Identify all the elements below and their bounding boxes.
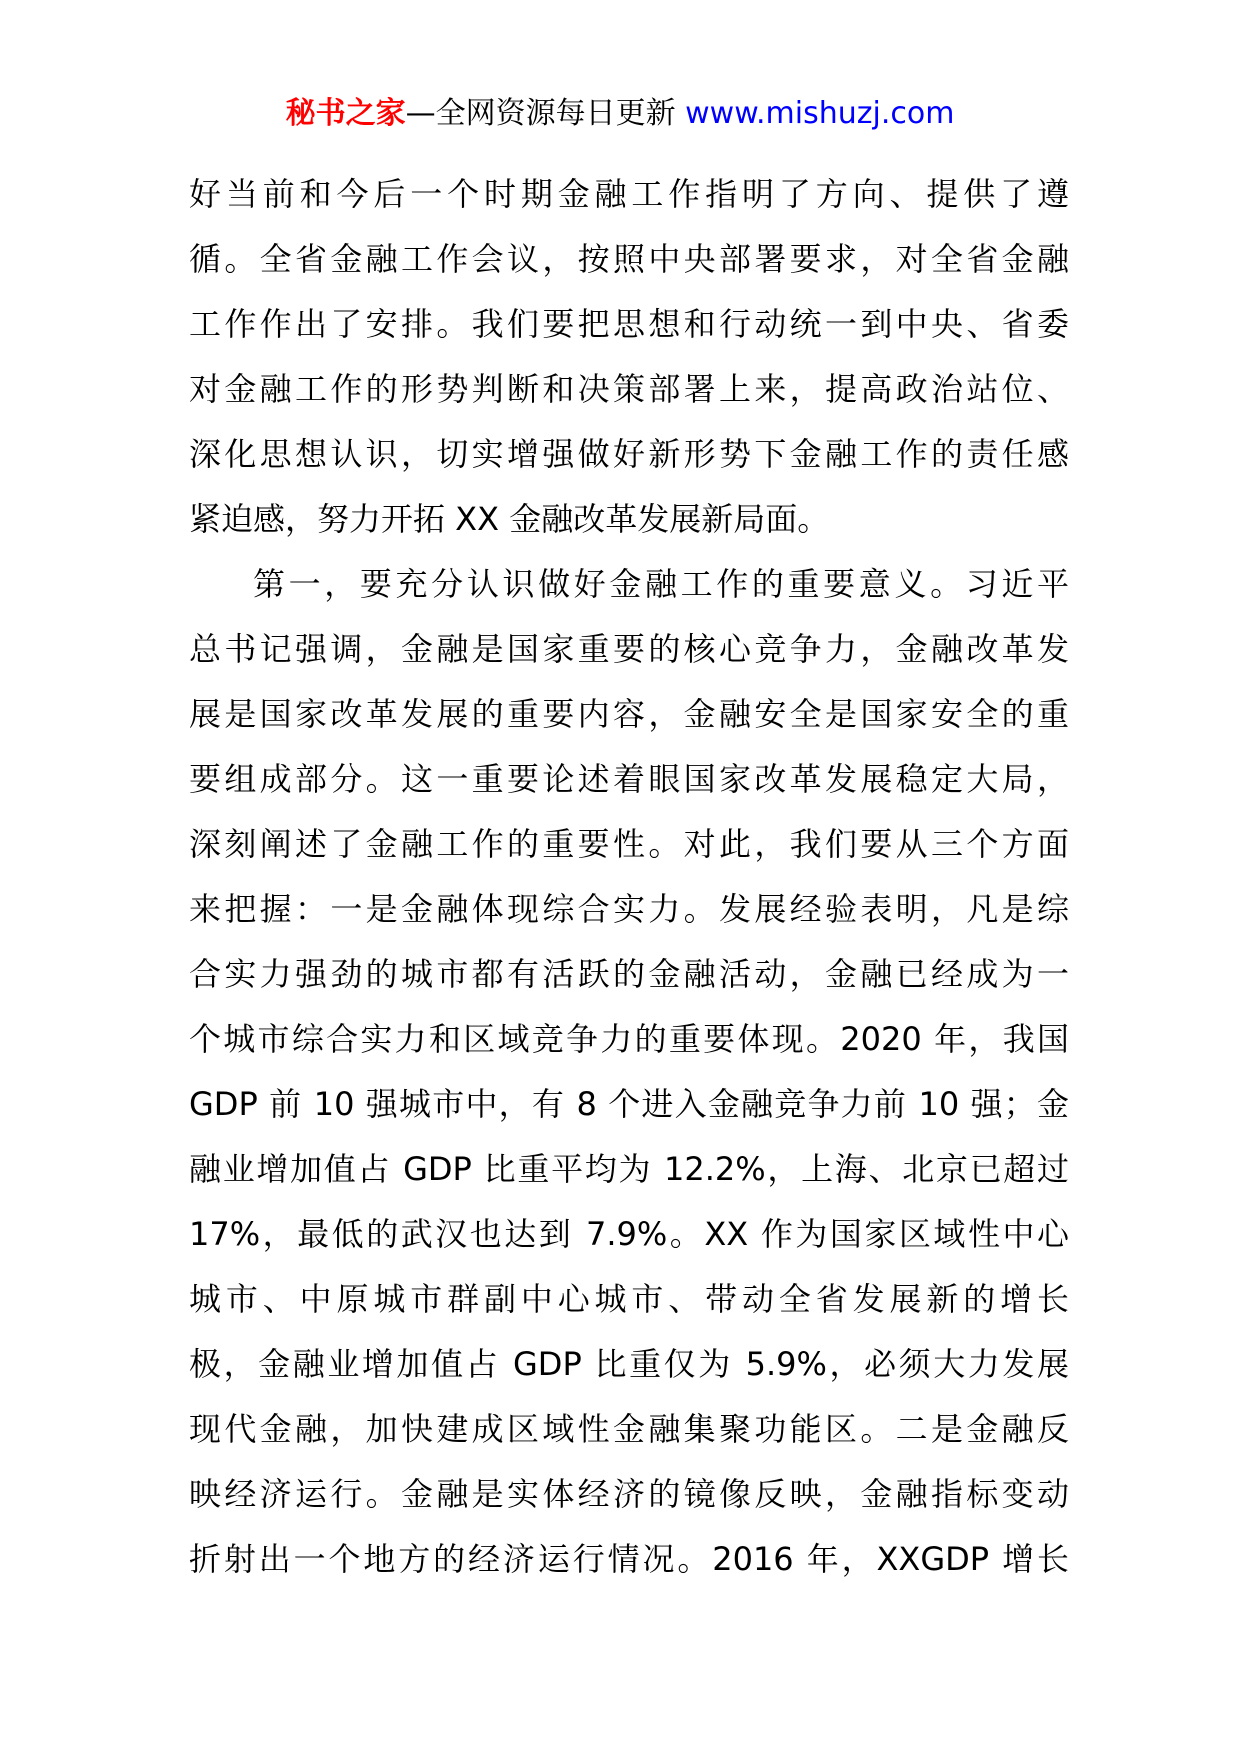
text-line: 折射出一个地方的经济运行情况。2016 年，XXGDP 增长 (189, 1540, 1069, 1578)
text-line: 总书记强调，金融是国家重要的核心竞争力，金融改革发 (189, 630, 1069, 668)
site-tagline: —全网资源每日更新 (405, 96, 686, 131)
text-line: 个城市综合实力和区域竞争力的重要体现。2020 年，我国 (189, 1020, 1069, 1058)
text-line: 对金融工作的形势判断和决策部署上来，提高政治站位、 (189, 370, 1069, 408)
text-line: 第一，要充分认识做好金融工作的重要意义。习近平 (253, 565, 1069, 603)
text-line: 循。全省金融工作会议，按照中央部署要求，对全省金融 (189, 240, 1069, 278)
text-line: GDP 前 10 强城市中，有 8 个进入金融竞争力前 10 强；金 (189, 1085, 1069, 1123)
text-line: 来把握：一是金融体现综合实力。发展经验表明，凡是综 (189, 890, 1069, 928)
text-line: 映经济运行。金融是实体经济的镜像反映，金融指标变动 (189, 1475, 1069, 1513)
text-line: 现代金融，加快建成区域性金融集聚功能区。二是金融反 (189, 1410, 1069, 1448)
text-line: 合实力强劲的城市都有活跃的金融活动，金融已经成为一 (189, 955, 1069, 993)
text-line: 城市、中原城市群副中心城市、带动全省发展新的增长 (189, 1280, 1069, 1318)
text-line: 17%，最低的武汉也达到 7.9%。XX 作为国家区域性中心 (189, 1215, 1069, 1253)
site-brand: 秘书之家 (285, 96, 406, 131)
text-line: 要组成部分。这一重要论述着眼国家改革发展稳定大局， (189, 760, 1069, 798)
paragraph (189, 552, 1069, 1592)
text-line: 展是国家改革发展的重要内容，金融安全是国家安全的重 (189, 695, 1069, 733)
text-line: 深刻阐述了金融工作的重要性。对此，我们要从三个方面 (189, 825, 1069, 863)
document-body (189, 162, 1069, 1592)
page-header (0, 94, 1240, 134)
text-line: 深化思想认识，切实增强做好新形势下金融工作的责任感 (189, 435, 1069, 473)
text-line: 融业增加值占 GDP 比重平均为 12.2%，上海、北京已超过 (189, 1150, 1069, 1188)
paragraph (189, 162, 1069, 552)
text-line: 紧迫感，努力开拓 XX 金融改革发展新局面。 (189, 500, 830, 538)
text-line: 好当前和今后一个时期金融工作指明了方向、提供了遵 (189, 175, 1069, 213)
text-line: 工作作出了安排。我们要把思想和行动统一到中央、省委 (189, 305, 1069, 343)
text-line: 极，金融业增加值占 GDP 比重仅为 5.9%，必须大力发展 (189, 1345, 1069, 1383)
site-url-link[interactable]: www.mishuzj.com (685, 96, 955, 131)
